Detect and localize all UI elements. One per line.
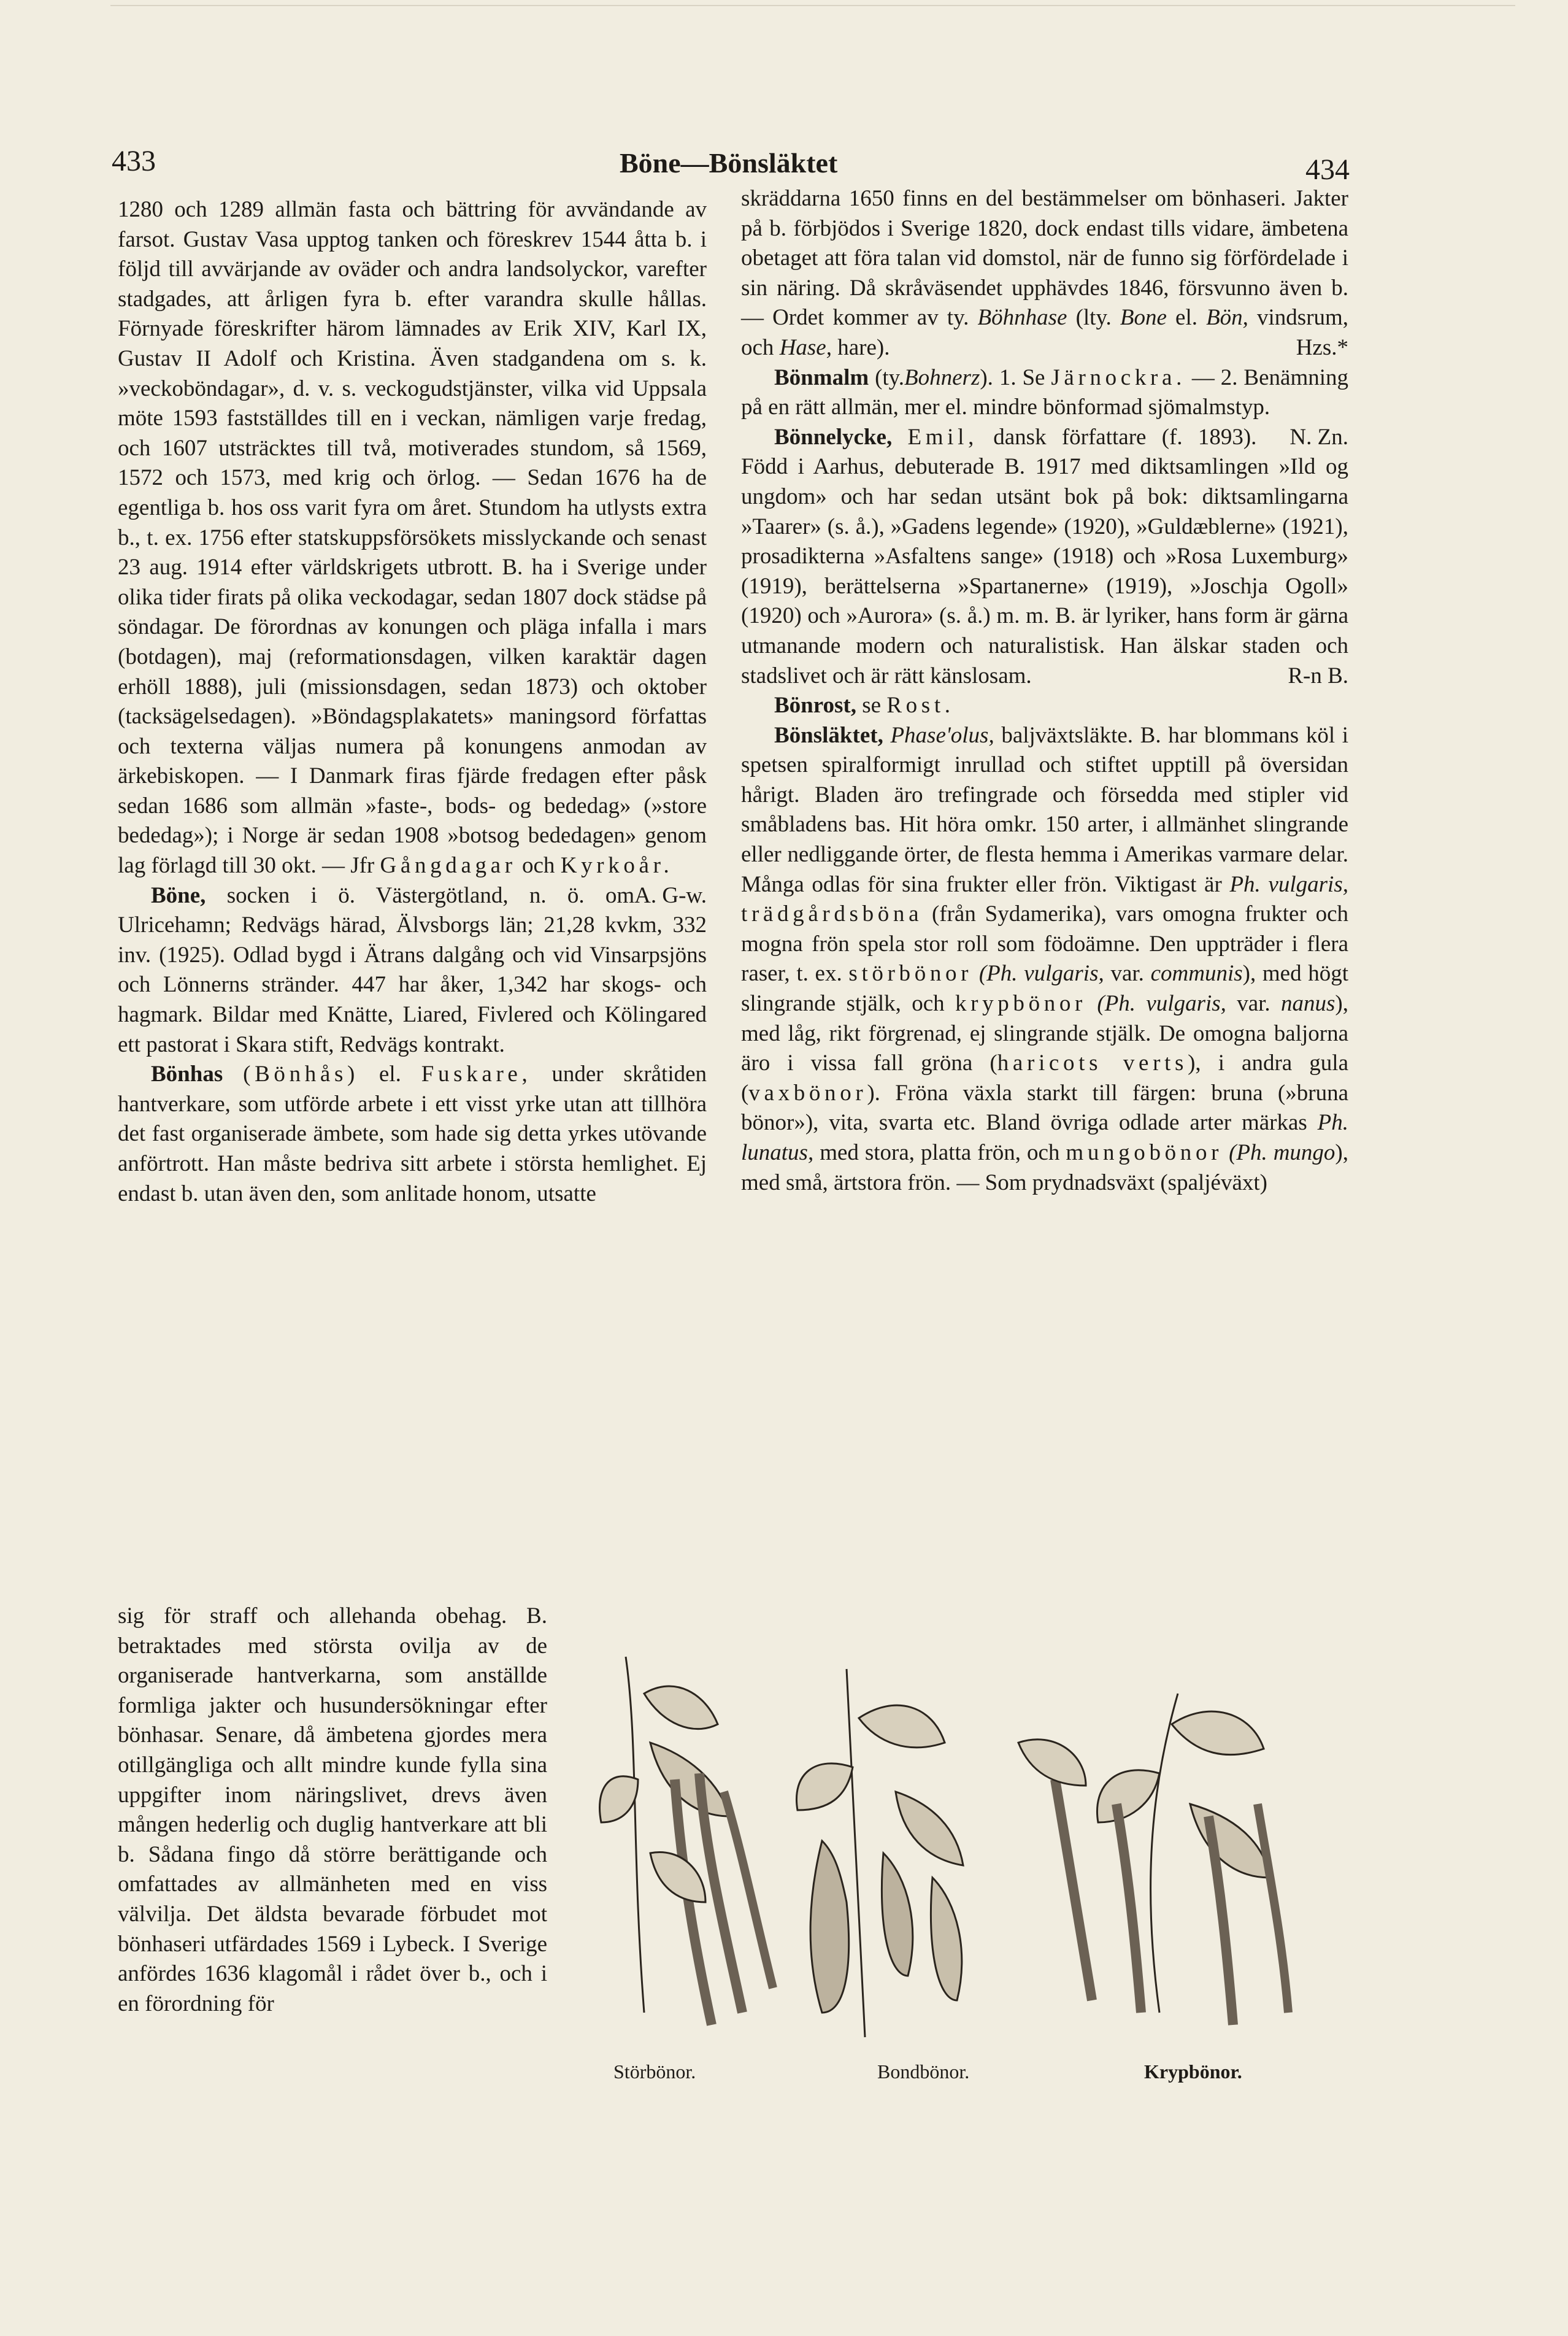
page-number-right: 434 [1305,153,1350,186]
article-bonhas-end: skräddarna 1650 finns en del bestämmelser om bönhaseri. Jakter på b. förbjödos i Sverige 1820, dock endast tills vidare, ämbetena obetaget att föra talan vid domstol, när de funno sig förfördelade i sin näring. Då skråväsendet upphävdes 1846, försvunno även b. — Ordet kommer av ty. Böhnhase (lty. Bone el. Bön, vindsrum, och Hase, hare). Hzs.* [741,184,1348,363]
article-bonhas: Bönhas (Bönhås) el. Fuskare, under skråtiden hantverkare, som utförde arbete i ett visst yrke utan att tillhöra det fast organiserade ämbete, som hade sig detta yrkes utövande anförtrott. Han måste bedriva sitt arbete i största hemlighet. Ej endast b. utan även den, som anlitade honom, utsatte [118,1062,707,1206]
caption-pole-beans: Störbönor. [613,2060,696,2083]
bean-plants-drawing [589,1620,1343,2056]
headword: Bönmalm [774,364,869,390]
article-bonrost: Bönrost, se Rost. [774,693,955,719]
left-column [118,195,707,1209]
caption-broad-beans: Bondbönor. [877,2060,970,2083]
article-bonhas-continued: sig för straff och allehanda obehag. B. betraktades med största ovilja av de organiserade hantverkarna, som anställde formliga jakter och husundersökningar efter bönhasar. Senare, då ämbetena gjordes mera otillgängliga och allt mindre kunde fylla sina uppgifter inom näringslivet, drevs även mången hederlig och duglig hantverkare att bli b. Sådana fingo då större berättigande och omfattades av allmänheten med en viss välvilja. Det äldsta bevarade förbudet mot bönhaseri utfärdades 1569 i Lybeck. I Sverige anfördes 1636 klagomål i rådet över b., och i en förordning för [118,1603,547,2016]
headword: Bönrost, [774,693,856,719]
article-bonslaktet: Bönsläktet, Phase'olus, baljväxtsläkte. B. har blommans köl i spetsen spiralformigt inrullad och stiftet upptill på översidan hårigt. Bladen äro trefingrade och försedda med stipler vid småbladens bas. Hit höra omkr. 150 arter, i allmänhet slingrande eller nedliggande örter, de flesta hemma i Amerikas varmare delar. Många odlas för sina frukter eller frön. Viktigast är Ph. vulgaris, trädgårdsböna (från Sydamerika), vars omogna frukter och mogna frön spela stor roll som födoämne. Den uppträder i flera raser, t. ex. störbönor (Ph. vulgaris, var. communis), med högt slingrande stjälk, och krypbönor (Ph. vulgaris, var. nanus), med låg, rikt förgrenad, ej slingrande stjälk. De omogna baljorna äro i vissa fall gröna (haricots verts), i andra gula (vaxbönor). Fröna växla starkt till färgen: bruna (»bruna bönor»), vita, svarta etc. Bland övriga odlade arter märkas Ph. lunatus, med stora, platta frön, och mungobönor (Ph. mungo), med små, ärtstora frön. — Som prydnadsväxt (spaljéväxt) [741,722,1349,1195]
headword: Böne, [151,882,206,908]
signature: A. G-w. [634,882,707,908]
article-bonnelycke: Bönnelycke, Emil, dansk författare (f. 1893). Född i Aarhus, debuterade B. 1917 med diktsamlingen »Ild og ungdom» och har sedan utsänt bok på bok: diktsamlingarna »Taarer» (s. å.), »Gadens legende» (1920), »Guldæblerne» (1921), prosadikterna »Asfaltens sange» (1918) och »Rosa Luxemburg» (1919), berättelserna »Spartanerne» (1919), »Joschja Ogoll» (1920) och »Aurora» (s. å.) m. m. B. är lyriker, hans form är gärna utmanande modern och naturalistisk. Han älskar staden och stadslivet och är rätt känslosam. R-n B. [741,423,1348,691]
headword: Bönsläktet, [774,722,883,748]
article-bondag-continued: 1280 och 1289 allmän fasta och bättring för avvändande av farsot. Gustav Vasa upptog tanken och föreskrev 1544 åtta b. i följd till avvärjande av oväder och andra landsolyckor, varefter stadgades, att årligen fyra b. efter varandra skulle hållas. Förnyade föreskrifter härom lämnades av Erik XIV, Karl IX, Gustav II Adolf och Kristina. Även stadgandena om s. k. »veckoböndagar», d. v. s. veckogudstjänster, vilka vid Uppsala möte 1593 fastställdes till en i veckan, nämligen varje fredag, och 1607 utsträcktes till två, motiverades stundom, så 1569, 1572 och 1573, med krig och örlog. — Sedan 1676 ha de egentliga b. hos oss varit fyra om året. Stundom ha utlysts extra b., t. ex. 1756 efter statskuppsförsökets misslyckande och senast 23 aug. 1914 efter världskrigets utbrott. B. ha i Sverige under olika tider firats på olika veckodagar, sedan 1807 dock städse på söndagar. De förordnas av konungen och pläga infalla i mars (botdagen), maj (reformationsdagen, vilken karaktär dagen erhöll 1888), juli (missionsdagen, sedan 1873) och oktober (tacksägelsedagen). »Böndagsplakatets» maningsord författas och texterna väljas numera på konungens anmodan av ärkebiskopen. — I Danmark firas fjärde fredagen efter påsk sedan 1686 som allmän »faste-, bods- og bededag» (»store bededag»); i Norge är sedan 1908 »botsog bededagen» genom lag förlagd till 30 okt. — Jfr Gångdagar och Kyrkoår. A. G-w. [118,195,707,881]
right-column [741,184,1348,1198]
signature: N. Zn. [1289,424,1348,450]
running-title: Böne—Bönsläktet [620,147,838,179]
page-number-left: 433 [112,145,156,177]
caption-bush-beans: Krypbönor. [1144,2060,1242,2083]
signature: Hzs.* [1296,334,1348,360]
bean-illustration [589,1620,1343,2086]
headword: Bönhas [151,1062,223,1087]
top-edge-line [110,5,1515,6]
signature: R-n B. [1288,663,1348,688]
headword: Bönnelycke, [774,424,893,450]
article-bone: Böne, socken i ö. Västergötland, n. ö. om Ulricehamn; Redvägs härad, Älvsborgs län; 21,28 kvkm, 332 inv. (1925). Odlad bygd i Ätrans dalgång och vid Vinsarpsjöns och Lönnerns stränder. 447 har åker, 1,342 har skogs- och hagmark. Bildar med Knätte, Liared, Fivlered och Kölingared ett pastorat i Skara stift, Redvägs kontrakt. [118,882,707,1057]
left-column-narrow [118,1602,547,2019]
article-bonmalm: Bönmalm (ty.Bohnerz). 1. Se Järnockra. — 2. Benämning på en rätt allmän, mer el. mindre bönformad sjömalmstyp. N. Zn. [741,363,1348,423]
